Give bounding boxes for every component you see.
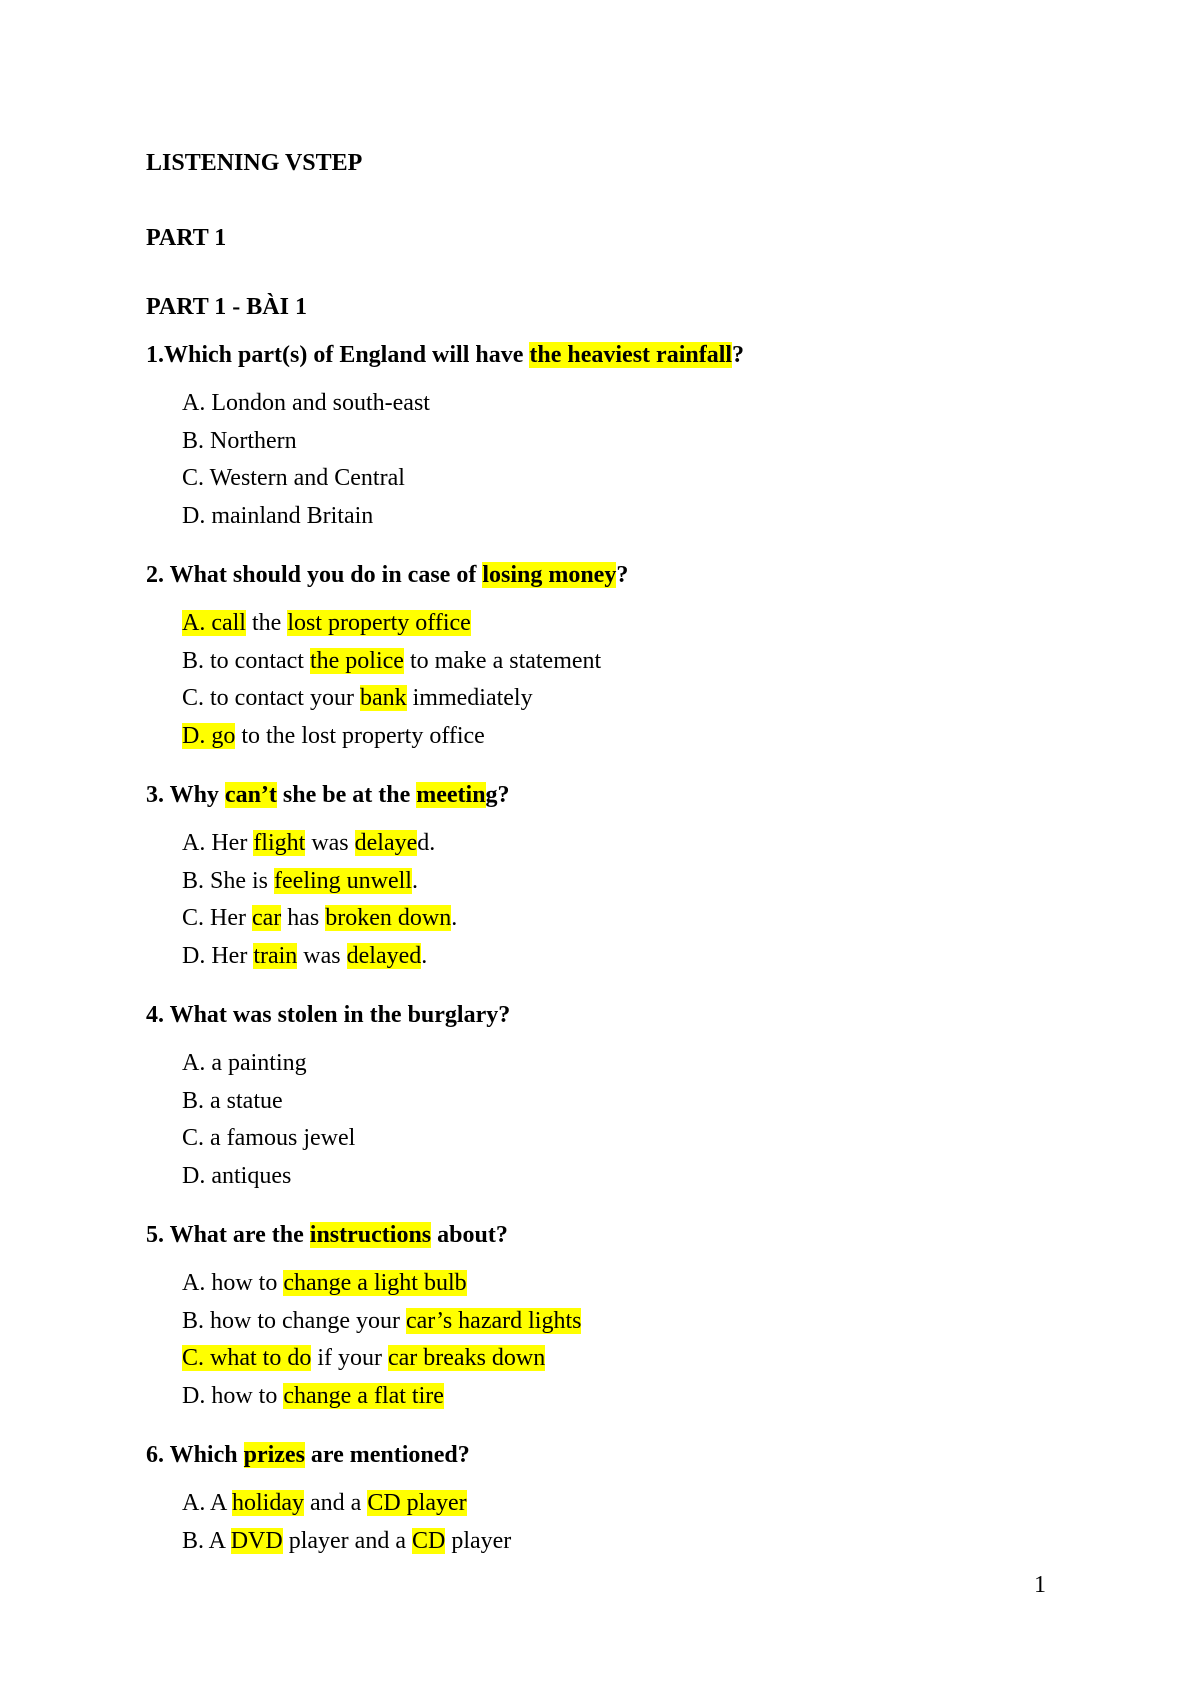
- highlighted-text: A. call: [182, 610, 246, 636]
- option-c: [182, 903, 457, 933]
- text-segment: D. how to: [182, 1382, 284, 1409]
- highlighted-text: flight: [253, 830, 306, 856]
- text-segment: D. Her: [182, 942, 254, 969]
- option-c: [182, 1123, 355, 1153]
- option-a: [182, 828, 435, 858]
- text-segment: g?: [485, 782, 510, 808]
- text-segment: are mentioned?: [304, 1442, 470, 1468]
- question-1: [146, 340, 744, 370]
- question-5: [146, 1220, 508, 1250]
- option-a: [182, 388, 430, 418]
- text-segment: 2. What should you do in case of: [146, 562, 483, 588]
- text-segment: to make a statement: [403, 647, 602, 674]
- question-6: [146, 1440, 470, 1470]
- text-segment: player: [445, 1527, 512, 1554]
- text-segment: to the lost property office: [235, 722, 485, 749]
- highlighted-text: train: [253, 942, 298, 969]
- text-segment: D. antiques: [182, 1162, 292, 1189]
- text-segment: B. A: [182, 1527, 231, 1554]
- text-segment: .: [421, 942, 428, 969]
- highlighted-text: car breaks down: [387, 1345, 546, 1371]
- text-segment: was: [297, 942, 347, 969]
- text-segment: 1.Which part(s) of England will have: [146, 342, 530, 368]
- highlighted-text: the police: [309, 647, 404, 674]
- text-segment: B. a statue: [182, 1087, 283, 1114]
- question-2: [146, 560, 628, 590]
- text-segment: D. mainland Britain: [182, 502, 374, 529]
- option-a: [182, 1268, 467, 1298]
- option-d: [182, 1161, 291, 1191]
- text-segment: B. how to change your: [182, 1307, 406, 1334]
- highlighted-text: feeling unwell: [274, 867, 412, 894]
- highlighted-text: the heaviest rainfall: [529, 342, 733, 368]
- highlighted-text: CD player: [367, 1490, 467, 1516]
- option-b: [182, 646, 601, 676]
- text-segment: and a: [304, 1490, 368, 1516]
- highlighted-text: change a flat tire: [283, 1382, 444, 1409]
- option-d: [182, 501, 373, 531]
- text-segment: A. London and south-east: [182, 390, 430, 416]
- text-segment: A. Her: [182, 830, 254, 856]
- text-segment: A. how to: [182, 1270, 284, 1296]
- text-segment: was: [305, 830, 355, 856]
- highlighted-text: holiday: [232, 1490, 305, 1516]
- text-segment: has: [281, 905, 326, 931]
- text-segment: 4. What was stolen in the burglary?: [146, 1002, 511, 1028]
- text-segment: 5. What are the: [146, 1222, 310, 1248]
- page-number: 1: [1034, 1572, 1046, 1598]
- option-a: [182, 1488, 467, 1518]
- text-segment: .: [411, 867, 418, 894]
- option-a: [182, 608, 471, 638]
- text-segment: B. Northern: [182, 427, 297, 454]
- option-b: [182, 866, 418, 896]
- highlighted-text: lost property office: [287, 610, 471, 636]
- highlighted-text: delaye: [354, 830, 418, 856]
- highlighted-text: delayed: [346, 942, 422, 969]
- highlighted-text: change a light bulb: [283, 1270, 467, 1296]
- option-c: [182, 1343, 545, 1373]
- text-segment: 6. Which: [146, 1442, 244, 1468]
- text-segment: player and a: [282, 1527, 412, 1554]
- text-segment: d.: [417, 830, 436, 856]
- option-c: [182, 463, 405, 493]
- text-segment: C. to contact your: [182, 685, 360, 711]
- option-a: [182, 1048, 307, 1078]
- highlighted-text: car: [251, 905, 282, 931]
- highlighted-text: can’t: [224, 782, 277, 808]
- text-segment: C. Her: [182, 905, 252, 931]
- section-heading: PART 1 - BÀI 1: [146, 294, 307, 320]
- option-b: [182, 1086, 283, 1116]
- text-segment: she be at the: [276, 782, 417, 808]
- highlighted-text: DVD: [230, 1527, 283, 1554]
- highlighted-text: prizes: [243, 1442, 305, 1468]
- highlighted-text: instructions: [309, 1222, 432, 1248]
- question-4: [146, 1000, 510, 1030]
- text-segment: B. to contact: [182, 647, 310, 674]
- text-segment: immediately: [406, 685, 533, 711]
- option-b: [182, 1526, 511, 1556]
- highlighted-text: C. what to do: [182, 1345, 312, 1371]
- highlighted-text: broken down: [325, 905, 452, 931]
- text-segment: 3. Why: [146, 782, 225, 808]
- text-segment: ?: [732, 342, 745, 368]
- text-segment: ?: [616, 562, 629, 588]
- highlighted-text: D. go: [182, 722, 236, 749]
- document-title: LISTENING VSTEP: [146, 150, 363, 176]
- text-segment: B. She is: [182, 867, 275, 894]
- text-segment: about?: [431, 1222, 508, 1248]
- text-segment: C. Western and Central: [182, 465, 405, 491]
- text-segment: A. A: [182, 1490, 233, 1516]
- text-segment: A. a painting: [182, 1050, 307, 1076]
- option-d: [182, 1381, 444, 1411]
- highlighted-text: bank: [359, 685, 407, 711]
- highlighted-text: meetin: [416, 782, 486, 808]
- option-b: [182, 426, 297, 456]
- question-3: [146, 780, 510, 810]
- text-segment: if your: [311, 1345, 388, 1371]
- text-segment: the: [245, 610, 288, 636]
- highlighted-text: CD: [411, 1527, 446, 1554]
- highlighted-text: car’s hazard lights: [405, 1307, 582, 1334]
- text-segment: .: [451, 905, 458, 931]
- option-d: [182, 721, 485, 751]
- option-d: [182, 941, 427, 971]
- option-b: [182, 1306, 581, 1336]
- part-heading: PART 1: [146, 225, 227, 251]
- highlighted-text: losing money: [482, 562, 617, 588]
- option-c: [182, 683, 533, 713]
- text-segment: C. a famous jewel: [182, 1125, 356, 1151]
